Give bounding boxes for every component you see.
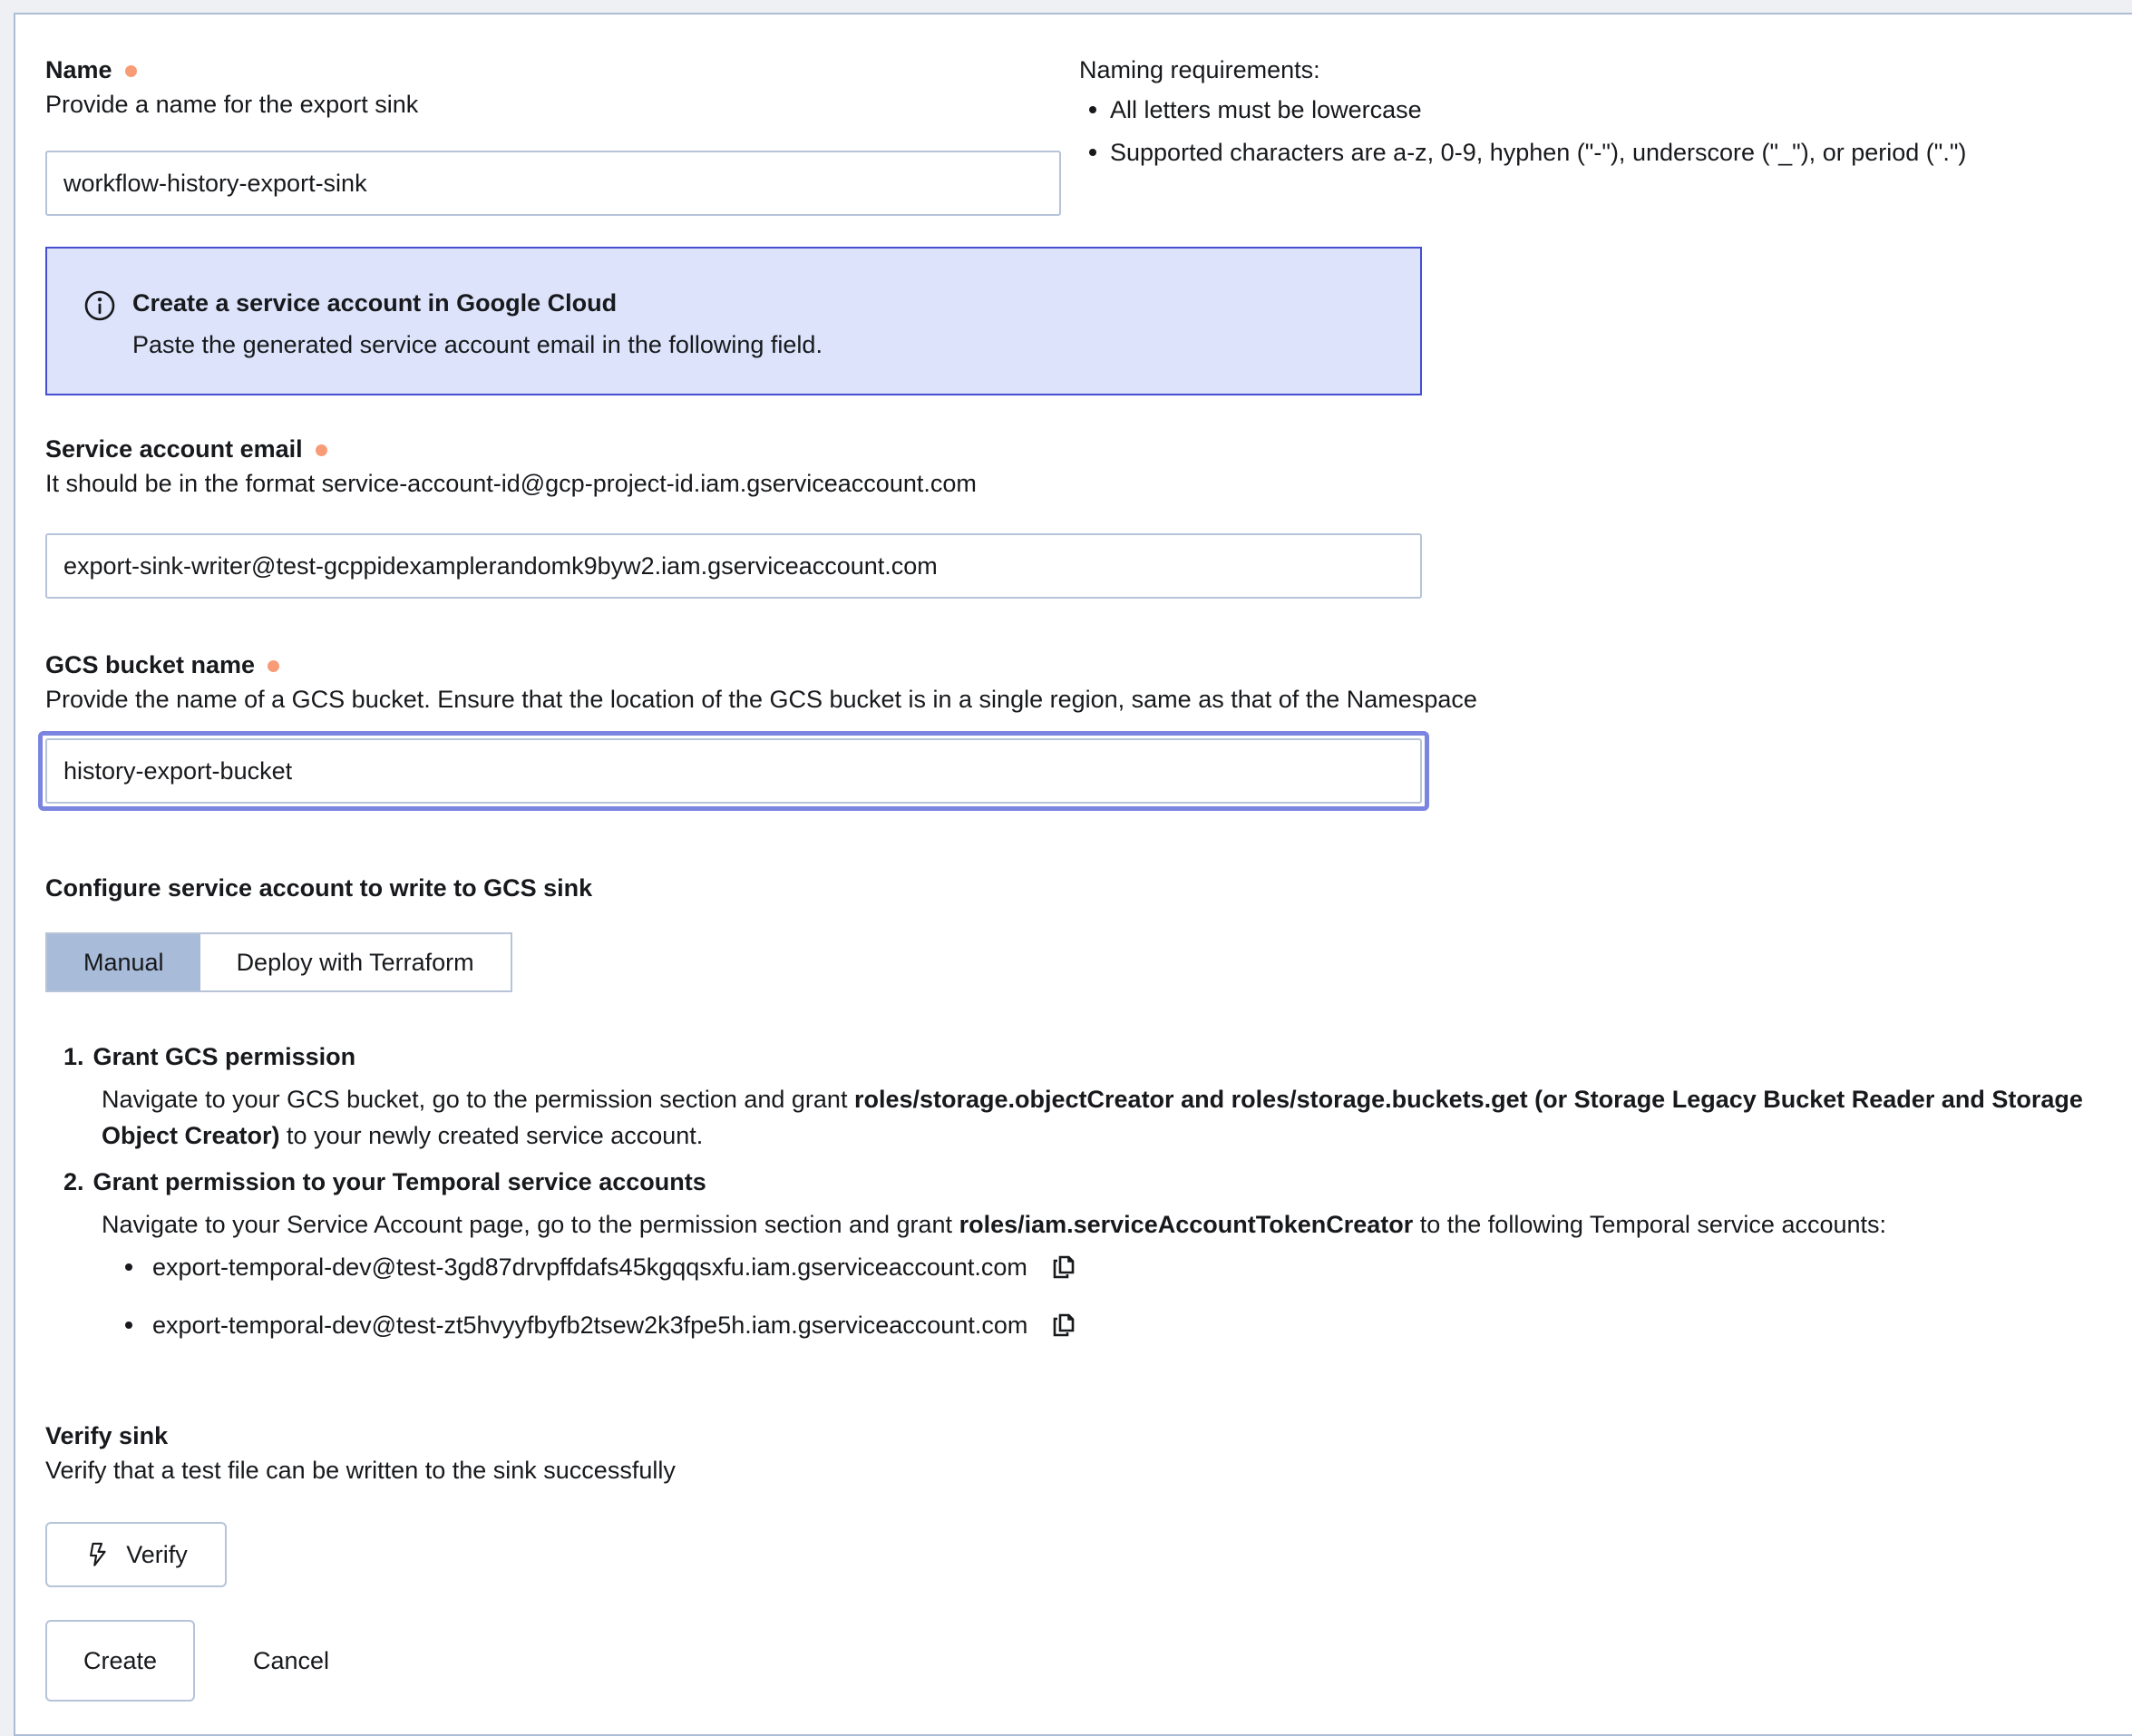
step-2-text-after: to the following Temporal service accounts:	[1413, 1211, 1887, 1238]
copy-icon	[1049, 1253, 1078, 1282]
form-actions	[45, 1620, 2116, 1702]
step-1-text-after: to your newly created service account.	[279, 1122, 704, 1149]
service-account-email-input[interactable]	[45, 533, 1422, 599]
required-dot	[125, 65, 137, 77]
configure-section-title: Configure service account to write to GCS sink	[45, 874, 593, 902]
tab-deploy-terraform[interactable]: Deploy with Terraform	[236, 948, 474, 976]
required-dot	[268, 660, 279, 672]
verify-button-label: Verify	[126, 1540, 188, 1568]
name-description: Provide a name for the export sink	[45, 91, 419, 118]
temporal-service-account-list	[102, 1252, 2116, 1341]
configure-tabs	[45, 932, 512, 992]
step-1-text-bold: roles/storage.objectCreator and roles/storage.buckets.get (or Storage Legacy Bucket Reader and Storage Object Creator)	[102, 1086, 2083, 1149]
service-account-section	[45, 434, 2116, 599]
info-icon	[83, 289, 116, 322]
step-1-title: 1. Grant GCS permission	[63, 1043, 356, 1070]
step-2-text-bold: roles/iam.serviceAccountTokenCreator	[959, 1211, 1414, 1238]
name-input[interactable]	[45, 151, 1061, 216]
step-2-number: 2.	[63, 1168, 84, 1195]
verify-button[interactable]	[45, 1522, 227, 1587]
gcs-bucket-focus-ring	[38, 731, 1429, 811]
gcs-bucket-section	[45, 649, 2116, 811]
gcs-bucket-label: GCS bucket name	[45, 651, 256, 678]
service-account-description: It should be in the format service-account-id@gcp-project-id.iam.gserviceaccount.com	[45, 470, 977, 497]
temporal-service-account-email: export-temporal-dev@test-zt5hvyyfbyfb2tsew2k3fpe5h.iam.gserviceaccount.com	[152, 1312, 1028, 1339]
copy-icon	[1049, 1311, 1078, 1340]
step-2-body	[102, 1206, 2088, 1243]
name-label-row	[45, 54, 1061, 85]
lightning-icon	[84, 1541, 112, 1568]
gcs-bucket-input[interactable]	[45, 738, 1422, 804]
step-2-title: 2. Grant permission to your Temporal service accounts	[63, 1168, 706, 1195]
info-banner-title: Create a service account in Google Cloud	[132, 289, 618, 317]
info-banner	[45, 247, 1422, 395]
naming-requirement-item: All letters must be lowercase	[1079, 94, 1966, 125]
gcs-bucket-description: Provide the name of a GCS bucket. Ensure that the location of the GCS bucket is in a single region, same as that of the Namespace	[45, 686, 1477, 713]
create-button[interactable]: Create	[45, 1620, 195, 1702]
verify-sink-description: Verify that a test file can be written to the sink successfully	[45, 1457, 676, 1484]
tab-manual[interactable]: Manual	[47, 934, 200, 990]
step-1-body	[102, 1081, 2088, 1154]
cancel-button[interactable]: Cancel	[253, 1620, 329, 1702]
name-row	[45, 54, 2116, 216]
verify-section	[45, 1420, 2116, 1587]
temporal-service-account-item	[102, 1252, 2116, 1282]
temporal-service-account-email: export-temporal-dev@test-3gd87drvpffdafs45kgqqsxfu.iam.gserviceaccount.com	[152, 1253, 1027, 1281]
naming-requirement-item: Supported characters are a-z, 0-9, hyphen ("-"), underscore ("_"), or period (".")	[1079, 137, 1966, 168]
info-banner-body: Paste the generated service account email in the following field.	[132, 331, 823, 358]
export-sink-form-panel	[14, 13, 2132, 1736]
naming-requirements-list	[1079, 94, 1966, 168]
step-1-number: 1.	[63, 1043, 84, 1070]
step-1-text-before: Navigate to your GCS bucket, go to the permission section and grant	[102, 1086, 854, 1113]
configure-steps	[45, 1041, 2116, 1341]
verify-sink-title: Verify sink	[45, 1422, 169, 1449]
copy-service-account-button[interactable]	[1049, 1311, 1078, 1340]
required-dot	[316, 444, 327, 456]
copy-service-account-button[interactable]	[1049, 1253, 1078, 1282]
service-account-label: Service account email	[45, 435, 303, 463]
naming-requirements-title: Naming requirements:	[1079, 56, 1320, 83]
temporal-service-account-item	[102, 1310, 2116, 1341]
step-2-text-before: Navigate to your Service Account page, go to the permission section and grant	[102, 1211, 959, 1238]
name-label: Name	[45, 56, 112, 83]
